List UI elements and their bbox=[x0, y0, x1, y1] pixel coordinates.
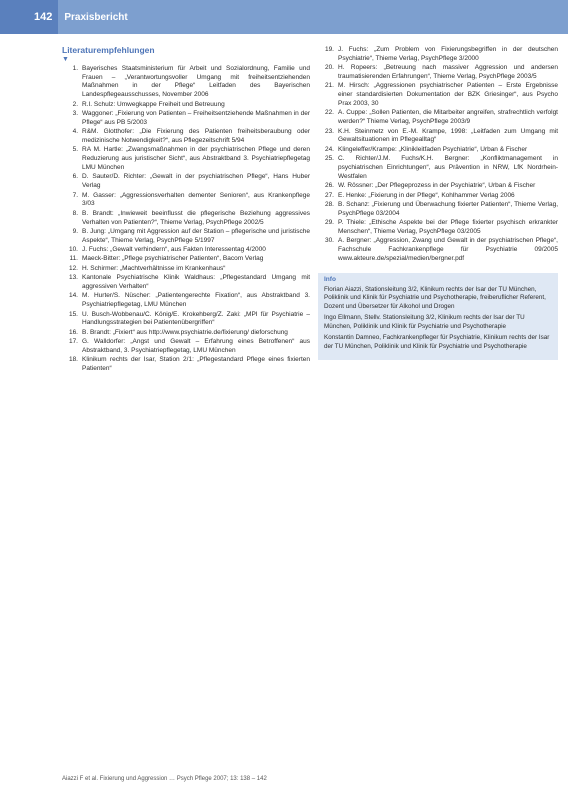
reference-number: 10. bbox=[68, 246, 78, 254]
reference-item bbox=[62, 246, 310, 255]
info-title: Info bbox=[324, 275, 336, 283]
reference-text: B. Brandt: „Fixiert“ aus http://www.psychiatrie.de/fixierung/ dieforschung bbox=[82, 328, 288, 336]
reference-list-right bbox=[318, 46, 558, 264]
reference-number: 25. bbox=[324, 155, 334, 163]
reference-item bbox=[62, 210, 310, 228]
reference-item bbox=[62, 274, 310, 292]
info-paragraphs bbox=[324, 286, 552, 351]
reference-number: 21. bbox=[324, 82, 334, 90]
reference-text: K.H. Steinmetz von E.-M. Krampe, 1998: „Leitfaden zum Umgang mit Gewaltsituationen im Pflegealltag“ bbox=[338, 127, 558, 144]
reference-item bbox=[62, 65, 310, 100]
reference-text: Klinikum rechts der Isar, Station 2/1: „Pflegestandard Pflege eines fixierten Patienten“ bbox=[82, 356, 310, 373]
reference-number: 18. bbox=[68, 356, 78, 364]
reference-item bbox=[62, 311, 310, 329]
reference-number: 12. bbox=[68, 264, 78, 272]
reference-text: G. Walldorfer: „Angst und Gewalt – Erfahrung eines Betroffenen“ aus Abstraktband, 3. Psychiatriepflegetag, LMU München bbox=[82, 338, 310, 354]
reference-item bbox=[318, 82, 558, 108]
reference-number: 8. bbox=[72, 209, 78, 217]
reference-item bbox=[318, 64, 558, 82]
reference-item bbox=[62, 146, 310, 172]
reference-number: 14. bbox=[68, 292, 78, 300]
reference-text: R&M. Glotthofer: „Die Fixierung des Patienten freiheitsberaubung oder medizinische Notwendigkeit?“, aus Pflegezeitschrift 5/94 bbox=[82, 128, 310, 144]
reference-text: Kantonale Psychiatrische Klinik Waldhaus: „Pflegestandard Umgang mit aggressiven Verhalten“ bbox=[82, 274, 310, 291]
reference-number: 9. bbox=[72, 227, 78, 235]
reference-number: 29. bbox=[324, 219, 334, 227]
right-column bbox=[318, 46, 558, 360]
author-info: Florian Aiazzi, Stationsleitung 3/2, Klinikum rechts der Isar der TU München, Poliklinik und Klinik für Psychiatrie und Psychotherapie, freiberuflicher Referent, Dozent und Übersetzer für Alkohol und Drogen bbox=[324, 286, 546, 310]
page-number: 142 bbox=[0, 0, 58, 34]
reference-text: D. Sauter/D. Richter: „Gewalt in der psychiatrischen Pflege“, Hans Huber Verlag bbox=[82, 173, 310, 190]
reference-item bbox=[318, 219, 558, 237]
reference-number: 11. bbox=[69, 255, 78, 263]
reference-number: 2. bbox=[72, 100, 78, 108]
reference-number: 7. bbox=[72, 191, 78, 199]
reference-item bbox=[62, 228, 310, 246]
reference-text: M. Hirsch: „Aggressionen psychiatrischer Patienten – Erste Ergebnisse einer standardisierten Dokumentation der BZK Griesinger“, aus Psycho Prax 2003, 30 bbox=[338, 82, 558, 107]
reference-number: 6. bbox=[72, 173, 78, 181]
reference-text: A. Cuppe: „Sollen Patienten, die Mitarbeiter angreifen, strafrechtlich verfolgt werden?“ Thieme Verlag, PsychPflege 2003/9 bbox=[338, 109, 558, 126]
reference-item bbox=[62, 173, 310, 191]
triangle-down-icon: ▼ bbox=[62, 55, 69, 63]
reference-number: 26. bbox=[324, 182, 334, 190]
reference-text: RA M. Hartle: „Zwangsmaßnahmen in der psychiatrischen Pflege und deren Reduzierung aus juristischer Sicht“, aus Abstraktband 3. Psychiatriepflegetag LMU München bbox=[82, 146, 310, 171]
reference-item bbox=[62, 292, 310, 310]
reference-text: H. Schirmer: „Machtverhältnisse im Krankenhaus“ bbox=[82, 264, 226, 272]
reference-text: M. Gasser: „Aggressionsverhalten dementer Senioren“, aus Krankenpflege 3/03 bbox=[82, 191, 310, 208]
reference-item bbox=[62, 329, 310, 338]
left-column bbox=[62, 46, 310, 375]
reference-item bbox=[62, 192, 310, 210]
reference-item bbox=[62, 356, 310, 374]
reference-number: 3. bbox=[72, 109, 78, 117]
reference-text: H. Ropeers: „Betreuung nach massiver Aggression und andersen traumatisierenden Erfahrungen“, Thieme Verlag, PsychPflege 2003/5 bbox=[338, 64, 558, 80]
reference-number: 30. bbox=[324, 237, 334, 245]
reference-text: Bayerisches Staatsministerium für Arbeit und Sozialordnung, Familie und Frauen – „Verantwortungsvoller Umgang mit freiheitsentziehenden Maßnahmen in der Pflege“ Leitfaden des Bayerischen Landespflegeausschusses, November 2006 bbox=[82, 64, 310, 99]
reference-number: 22. bbox=[324, 109, 334, 117]
author-info: Konstantin Damneo, Fachkrankenpfleger für Psychiatrie, Klinikum rechts der Isar der TU München, Poliklinik und Klinik für Psychiatrie und Psychotherapie bbox=[324, 334, 550, 350]
reference-number: 5. bbox=[72, 146, 78, 154]
page-footer: Aiazzi F et al. Fixierung und Aggression … Psych Pflege 2007; 13: 138 – 142 bbox=[62, 776, 267, 782]
reference-item bbox=[318, 182, 558, 191]
page-header bbox=[0, 0, 568, 34]
reference-text: W. Rössner: „Der Pflegeprozess in der Psychiatrie“, Urban & Fischer bbox=[338, 182, 536, 190]
reference-text: R.I. Schulz: Umwegkappe Freiheit und Betreuung bbox=[82, 100, 225, 108]
reference-item bbox=[318, 46, 558, 64]
reference-text: Maeck-Bitter: „Pflege psychiatrischer Patienten“, Bacom Verlag bbox=[82, 255, 264, 263]
reference-item bbox=[318, 109, 558, 127]
section-label: Praxisbericht bbox=[64, 11, 128, 23]
section-title: Literaturempfehlungen bbox=[62, 45, 155, 55]
reference-number: 1. bbox=[72, 64, 78, 72]
reference-item bbox=[318, 192, 558, 201]
author-info: Ingo Ellmann, Stellv. Stationsleitung 3/2, Klinikum rechts der Isar der TU München, Poliklinik und Klinik für Psychiatrie und Psychotherapie bbox=[324, 314, 525, 330]
reference-text: Waggoner: „Fixierung von Patienten – Freiheitsentziehende Maßnahmen in der Pflege“ aus PB 5/2003 bbox=[82, 109, 310, 126]
reference-text: B. Jung: „Umgang mit Aggression auf der Station – pflegerische und juristische Aspekte“, Thieme Verlag, PsychPflege 5/1997 bbox=[82, 227, 310, 244]
reference-number: 13. bbox=[68, 274, 78, 282]
reference-item bbox=[318, 128, 558, 146]
reference-text: P. Thiele: „Ethische Aspekte bei der Pflege fixierter psychisch erkrankter Menschen“, Thieme Verlag, PsychPflege 03/2005 bbox=[338, 219, 558, 235]
reference-item bbox=[62, 101, 310, 110]
reference-number: 17. bbox=[68, 338, 78, 346]
reference-text: J. Fuchs: „Zum Problem von Fixierungsbegriffen in der deutschen Psychiatrie“, Thieme Verlag, PsychPflege 3/2000 bbox=[338, 46, 558, 62]
reference-text: Klingeleffer/Krampe: „Klinikleitfaden Psychiatrie“, Urban & Fischer bbox=[338, 145, 528, 153]
reference-item bbox=[62, 110, 310, 128]
reference-number: 15. bbox=[68, 310, 78, 318]
reference-item bbox=[62, 255, 310, 264]
reference-text: C. Richter/J.M. Fuchs/K.H. Bergner: „Konfliktmanagement in psychiatrischen Einrichtungen“, aus Prävention in NRW, LfK Nordrhein-Westfalen bbox=[338, 155, 558, 180]
reference-number: 27. bbox=[324, 191, 334, 199]
reference-number: 20. bbox=[324, 64, 334, 72]
reference-number: 4. bbox=[72, 128, 78, 136]
reference-item bbox=[62, 265, 310, 274]
reference-item bbox=[318, 155, 558, 181]
reference-text: M. Hurter/S. Nüscher: „Patientengerechte Fixation“, aus Abstraktband 3. Psychiatriepflegetag, LMU München bbox=[82, 292, 310, 309]
reference-text: A. Bergner: „Aggression, Zwang und Gewalt in der psychiatrischen Pflege“, Fachschule Fachkrankenpflege für Psychiatrie 09/2005 www.akteure.de/spezial/medien/bergner.pdf bbox=[338, 237, 558, 262]
reference-number: 24. bbox=[324, 145, 334, 153]
reference-number: 16. bbox=[68, 328, 78, 336]
reference-text: B. Brandt: „Inwieweit beeinflusst die pflegerische Beziehung aggressives Verhalten von Patienten?“, Thieme Verlag, PsychPflege 2002/5 bbox=[82, 209, 310, 226]
reference-number: 28. bbox=[324, 200, 334, 208]
reference-item bbox=[318, 201, 558, 219]
reference-text: E. Henke: „Fixierung in der Pflege“, Kohlhammer Verlag 2006 bbox=[338, 191, 515, 199]
reference-text: B. Schanz: „Fixierung und Überwachung fixierter Patienten“, Thieme Verlag, PsychPflege 03/2004 bbox=[338, 200, 558, 217]
reference-list-left bbox=[62, 65, 310, 374]
reference-text: J. Fuchs: „Gewalt verhindern“, aus Fakten Interessentag 4/2000 bbox=[82, 246, 266, 254]
reference-number: 19. bbox=[324, 46, 334, 53]
reference-item bbox=[62, 338, 310, 356]
author-info-box bbox=[318, 273, 558, 360]
reference-item bbox=[318, 237, 558, 263]
reference-item bbox=[62, 128, 310, 146]
reference-number: 23. bbox=[324, 127, 334, 135]
reference-text: U. Busch-Wobbenau/C. König/E. Krokehberg/Z. Zaki: „MPI für Psychiatrie – Handlungsstrategien bei Patientenübergriffen“ bbox=[82, 310, 310, 327]
reference-item bbox=[318, 146, 558, 155]
